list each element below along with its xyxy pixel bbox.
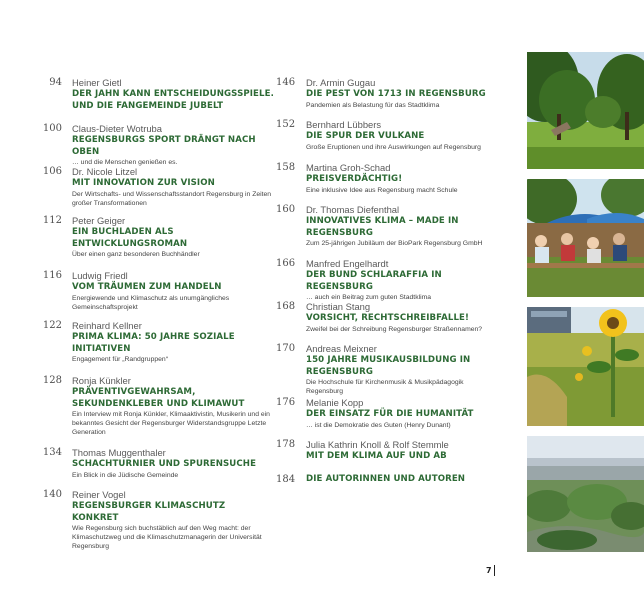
page-number: 134 bbox=[42, 447, 62, 458]
entry-subtitle: Wie Regensburg sich buchstäblich auf den Weg macht: der Klimaschutzweg und die Klimaschutzmanagerin der Universität Regensburg bbox=[72, 525, 262, 550]
entry-subtitle: … und die Menschen genießen es. bbox=[72, 159, 178, 166]
entry-subtitle: Der Wirtschafts- und Wissenschaftsstandort Regensburg in Zeiten großer Transformationen bbox=[72, 190, 272, 207]
entry-author: Dr. Thomas Diefenthal bbox=[306, 204, 400, 215]
entry-author: Dr. Armin Gugau bbox=[306, 77, 376, 88]
page-number: 128 bbox=[42, 375, 62, 386]
entry-title[interactable]: REGENSBURGS SPORT DRÄNGT NACH OBEN bbox=[72, 135, 256, 157]
footer-page-number: 7 bbox=[486, 566, 492, 575]
entry-title[interactable]: MIT DEM KLIMA AUF UND AB bbox=[306, 451, 447, 461]
page-number: 168 bbox=[276, 301, 296, 312]
entry-title[interactable]: PREISVERDÄCHTIG! bbox=[306, 174, 403, 184]
footer-divider bbox=[494, 565, 495, 576]
entry-author: Manfred Engelhardt bbox=[306, 258, 389, 269]
page-number: 100 bbox=[42, 123, 62, 134]
page-number: 112 bbox=[42, 215, 62, 226]
entry-title[interactable]: INNOVATIVES KLIMA – MADE IN REGENSBURG bbox=[306, 216, 459, 238]
entry-subtitle: Engagement für „Randgruppen“ bbox=[72, 356, 168, 363]
page-number: 184 bbox=[276, 474, 296, 485]
beer-garden-photo bbox=[527, 179, 644, 297]
entry-author: Christian Stang bbox=[306, 301, 371, 312]
park-photo bbox=[527, 52, 644, 169]
page-number: 116 bbox=[42, 270, 62, 281]
page-number: 176 bbox=[276, 397, 296, 408]
entry-author: Andreas Meixner bbox=[306, 343, 377, 354]
entry-subtitle: Über einen ganz besonderen Buchhändler bbox=[72, 251, 200, 258]
entry-title[interactable]: SCHACHTURNIER UND SPURENSUCHE bbox=[72, 459, 257, 469]
sunflower-photo bbox=[527, 307, 644, 426]
entry-title[interactable]: EIN BUCHLADEN ALS ENTWICKLUNGSROMAN bbox=[72, 227, 188, 249]
entry-title[interactable]: DER EINSATZ FÜR DIE HUMANITÄT bbox=[306, 409, 474, 419]
entry-author: Reiner Vogel bbox=[72, 489, 126, 500]
entry-author: Martina Groh-Schad bbox=[306, 162, 391, 173]
entry-author: Peter Geiger bbox=[72, 215, 126, 226]
entry-title[interactable]: DIE AUTORINNEN UND AUTOREN bbox=[306, 474, 466, 484]
entry-title[interactable]: 150 JAHRE MUSIKAUSBILDUNG IN REGENSBURG bbox=[306, 355, 471, 377]
entry-subtitle: Energiewende und Klimaschutz als unumgängliches Gemeinschaftsprojekt bbox=[72, 294, 230, 311]
page-number: 166 bbox=[276, 258, 296, 269]
entry-subtitle: Ein Interview mit Ronja Künkler, Klimaaktivistin, Musikerin und ein bekanntes Gesicht der Regensburger Widerstandsgruppe Letzte Generation bbox=[72, 411, 270, 436]
entry-author: Ronja Künkler bbox=[72, 375, 131, 386]
entry-author: Thomas Muggenthaler bbox=[72, 447, 166, 458]
page-number: 170 bbox=[276, 343, 296, 354]
entry-author: Dr. Nicole Litzel bbox=[72, 166, 138, 177]
entry-subtitle: Pandemien als Belastung für das Stadtklima bbox=[306, 101, 440, 109]
entry-subtitle: Die Hochschule für Kirchenmusik & Musikpädagogik Regensburg bbox=[306, 379, 464, 395]
entry-author: Julia Kathrin Knoll & Rolf Stemmle bbox=[306, 439, 449, 450]
entry-subtitle: Große Eruptionen und ihre Auswirkungen auf Regensburg bbox=[306, 143, 481, 151]
entry-title[interactable]: MIT INNOVATION ZUR VISION bbox=[72, 178, 215, 188]
entry-title[interactable]: DER BUND SCHLARAFFIA IN REGENSBURG bbox=[306, 270, 442, 292]
entry-subtitle: Zweifel bei der Schreibung Regensburger Straßennamen? bbox=[306, 325, 483, 333]
page-number: 122 bbox=[42, 320, 62, 331]
page-number: 152 bbox=[276, 119, 296, 130]
entry-author: Heiner Gietl bbox=[72, 77, 122, 88]
entry-subtitle: Eine inklusive Idee aus Regensburg macht Schule bbox=[306, 186, 458, 194]
page-number: 178 bbox=[276, 439, 296, 450]
entry-author: Claus-Dieter Wotruba bbox=[72, 123, 162, 134]
entry-subtitle: Zum 25-jährigen Jubiläum der BioPark Regensburg GmbH bbox=[306, 240, 483, 247]
page-number: 106 bbox=[42, 166, 62, 177]
entry-title[interactable]: REGENSBURGER KLIMASCHUTZ KONKRET bbox=[72, 501, 226, 523]
page-number: 158 bbox=[276, 162, 296, 173]
entry-title[interactable]: DIE SPUR DER VULKANE bbox=[306, 131, 425, 141]
page-number: 146 bbox=[276, 77, 296, 88]
page-number: 160 bbox=[276, 204, 296, 215]
entry-title[interactable]: VORSICHT, RECHTSCHREIBFALLE! bbox=[306, 313, 470, 323]
entry-title[interactable]: DIE PEST VON 1713 IN REGENSBURG bbox=[306, 89, 486, 99]
entry-subtitle: Ein Blick in die Jüdische Gemeinde bbox=[72, 471, 179, 479]
entry-title[interactable]: PRÄVENTIVGEWAHRSAM, SEKUNDENKLEBER UND KLIMAWUT bbox=[72, 387, 245, 409]
entry-author: Bernhard Lübbers bbox=[306, 119, 382, 130]
entry-title[interactable]: DER JAHN KANN ENTSCHEIDUNGSSPIELE. UND DIE FANGEMEINDE JUBELT bbox=[72, 89, 274, 111]
entry-author: Reinhard Kellner bbox=[72, 320, 142, 331]
entry-title[interactable]: VOM TRÄUMEN ZUM HANDELN bbox=[72, 282, 222, 292]
entry-author: Ludwig Friedl bbox=[72, 270, 128, 281]
entry-author: Melanie Kopp bbox=[306, 397, 364, 408]
page-number: 140 bbox=[42, 489, 62, 500]
city-view-photo bbox=[527, 436, 644, 552]
entry-title[interactable]: PRIMA KLIMA: 50 JAHRE SOZIALE INITIATIVEN bbox=[72, 332, 235, 354]
page-number: 94 bbox=[49, 77, 62, 88]
entry-subtitle: … auch ein Beitrag zum guten Stadtklima bbox=[306, 294, 432, 301]
entry-subtitle: … ist die Demokratie des Guten (Henry Dunant) bbox=[306, 421, 451, 429]
